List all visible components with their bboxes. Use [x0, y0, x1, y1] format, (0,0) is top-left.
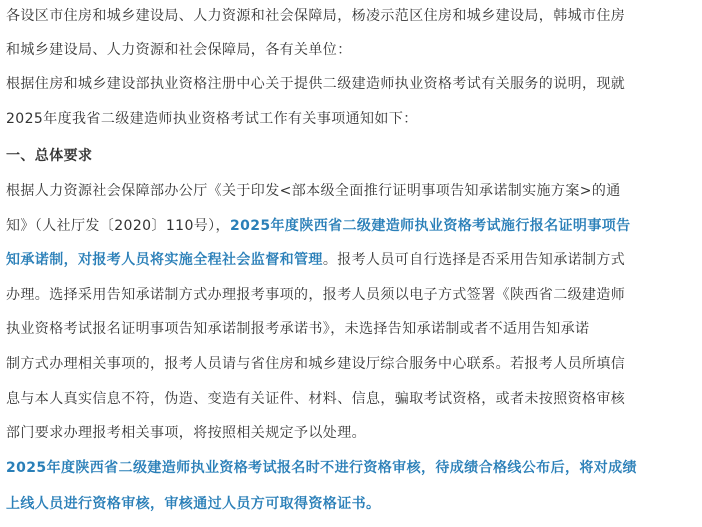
paragraph-1-line-8: 部门要求办理报考相关事项，将按照相关规定予以处理。 — [6, 425, 366, 441]
paragraph-1-line-2-text: 知》（人社厅发〔2020〕110号）， — [6, 218, 230, 234]
intro-line-4: 2025年度我省二级建造师执业资格考试工作有关事项通知如下： — [6, 111, 418, 127]
intro-line-2: 和城乡建设局、人力资源和社会保障局，各有关单位： — [6, 42, 352, 58]
paragraph-1-line-3-text: 。报考人员可自行选择是否采用告知承诺制方式 — [322, 252, 626, 268]
section-heading: 一、总体要求 — [6, 148, 93, 164]
intro-line-3: 根据住房和城乡建设部执业资格注册中心关于提供二级建造师执业资格考试有关服务的说明，现就 — [6, 76, 626, 92]
paragraph-1-line-2 — [6, 216, 631, 236]
paragraph-2-line-2: 上线人员进行资格审核，审核通过人员方可取得资格证书。 — [6, 496, 381, 512]
paragraph-2-line-1: 2025年度陕西省二级建造师执业资格考试报名时不进行资格审核，待成绩合格线公布后，将对成绩 — [6, 460, 637, 476]
paragraph-1-line-3 — [6, 250, 625, 270]
paragraph-1-line-7: 息与本人真实信息不符，伪造、变造有关证件、材料、信息，骗取考试资格，或者未按照资格审核 — [6, 391, 626, 407]
paragraph-1-line-5: 执业资格考试报名证明事项告知承诺制报考承诺书》，未选择告知承诺制或者不适用告知承诺 — [6, 321, 590, 337]
paragraph-1-line-4: 办理。选择采用告知承诺制方式办理报考事项的，报考人员须以电子方式签署《陕西省二级建造师 — [6, 287, 626, 303]
highlight-text-1: 2025年度陕西省二级建造师执业资格考试施行报名证明事项告 — [229, 218, 631, 234]
paragraph-1-line-1: 根据人力资源社会保障部办公厅《关于印发<部本级全面推行证明事项告知承诺制实施方案>的通 — [6, 183, 621, 199]
highlight-text-2: 知承诺制，对报考人员将实施全程社会监督和管理 — [6, 252, 323, 268]
intro-line-1: 各设区市住房和城乡建设局、人力资源和社会保障局，杨凌示范区住房和城乡建设局，韩城市住房 — [6, 8, 626, 24]
paragraph-1-line-6: 制方式办理相关事项的，报考人员请与省住房和城乡建设厅综合服务中心联系。若报考人员所填信 — [6, 356, 626, 372]
